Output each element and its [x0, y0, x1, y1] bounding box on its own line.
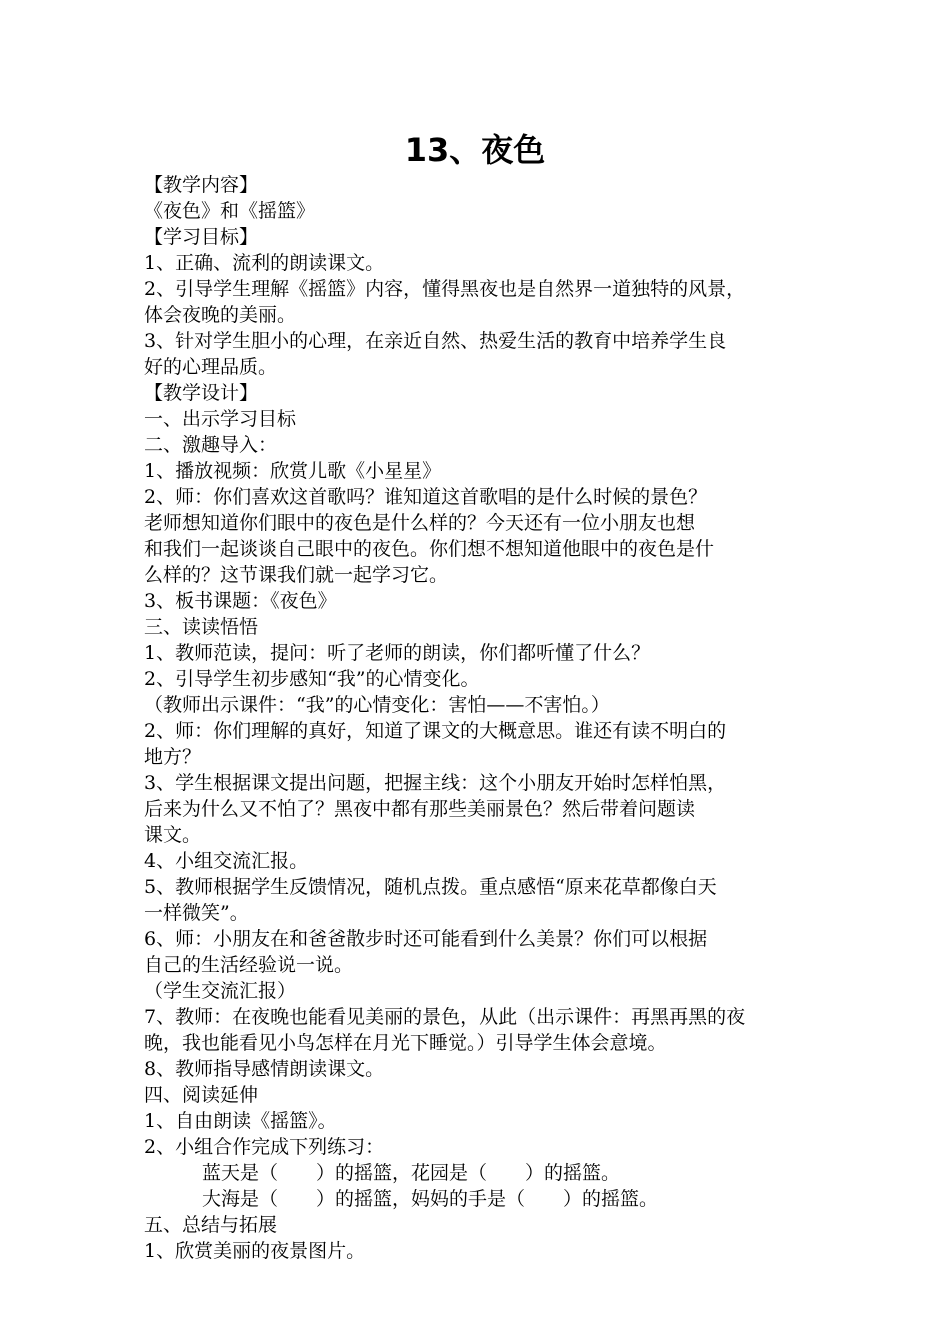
- part-3-heading: 三、读读悟悟: [144, 616, 259, 638]
- step-text: 1、播放视频：欣赏儿歌《小星星》: [144, 460, 442, 482]
- content-text: 《夜色》和《摇篮》: [144, 200, 316, 222]
- step-text: 2、引导学生初步感知“我”的心情变化。: [144, 668, 480, 690]
- document-body: [144, 172, 812, 1264]
- step-text: 8、教师指导感情朗读课文。: [144, 1058, 385, 1080]
- goal-2: 2、引导学生理解《摇篮》内容，懂得黑夜也是自然界一道独特的风景，: [144, 278, 746, 300]
- exercise-line-2: 大海是（ ）的摇篮，妈妈的手是（ ）的摇篮。: [202, 1188, 659, 1210]
- part-5-heading: 五、总结与拓展: [144, 1214, 278, 1236]
- goal-2-cont: 体会夜晚的美丽。: [144, 304, 297, 326]
- step-text: 2、师：你们理解的真好，知道了课文的大概意思。谁还有读不明白的: [144, 720, 727, 742]
- step-text: 1、自由朗读《摇篮》。: [144, 1110, 337, 1132]
- step-text: 4、小组交流汇报。: [144, 850, 309, 872]
- step-text: 自己的生活经验说一说。: [144, 954, 354, 976]
- step-text: 么样的？这节课我们就一起学习它。: [144, 564, 449, 586]
- step-text: 晚，我也能看见小鸟怎样在月光下睡觉。）引导学生体会意境。: [144, 1032, 667, 1054]
- step-text: 3、板书课题：《夜色》: [144, 590, 337, 612]
- part-1-heading: 一、出示学习目标: [144, 408, 297, 430]
- step-text: 和我们一起谈谈自己眼中的夜色。你们想不想知道他眼中的夜色是什: [144, 538, 715, 560]
- step-text: 后来为什么又不怕了？黑夜中都有那些美丽景色？然后带着问题读: [144, 798, 696, 820]
- step-text: 7、教师：在夜晚也能看见美丽的景色，从此（出示课件：再黑再黑的夜: [144, 1006, 746, 1028]
- part-4-heading: 四、阅读延伸: [144, 1084, 259, 1106]
- section-heading-design: 【教学设计】: [144, 382, 259, 404]
- step-text: 5、教师根据学生反馈情况，随机点拨。重点感悟“原来花草都像白天: [144, 876, 717, 898]
- goal-3: 3、针对学生胆小的心理，在亲近自然、热爱生活的教育中培养学生良: [144, 330, 727, 352]
- step-text: 1、欣赏美丽的夜景图片。: [144, 1240, 366, 1262]
- step-text: 课文。: [144, 824, 202, 846]
- step-text: 2、小组合作完成下列练习：: [144, 1136, 385, 1158]
- section-heading-goals: 【学习目标】: [144, 226, 259, 248]
- step-text: 地方？: [144, 746, 202, 768]
- step-text: 1、教师范读，提问：听了老师的朗读，你们都听懂了什么？: [144, 642, 651, 664]
- document-title: 13、夜色: [404, 131, 546, 169]
- step-text: 2、师：你们喜欢这首歌吗？谁知道这首歌唱的是什么时候的景色？: [144, 486, 708, 508]
- exercise-line-1: 蓝天是（ ）的摇篮，花园是（ ）的摇篮。: [202, 1162, 621, 1184]
- step-text: 一样微笑”。: [144, 902, 249, 924]
- step-text: 3、学生根据课文提出问题，把握主线：这个小朋友开始时怎样怕黑，: [144, 772, 727, 794]
- step-text: （教师出示课件：“我”的心情变化：害怕——不害怕。）: [144, 694, 610, 716]
- step-text: 老师想知道你们眼中的夜色是什么样的？今天还有一位小朋友也想: [144, 512, 696, 534]
- goal-3-cont: 好的心理品质。: [144, 356, 278, 378]
- goal-1: 1、正确、流利的朗读课文。: [144, 252, 385, 274]
- section-heading-content: 【教学内容】: [144, 174, 259, 196]
- step-text: 6、师：小朋友在和爸爸散步时还可能看到什么美景？你们可以根据: [144, 928, 708, 950]
- part-2-heading: 二、激趣导入：: [144, 434, 278, 456]
- step-text: （学生交流汇报）: [144, 980, 297, 1002]
